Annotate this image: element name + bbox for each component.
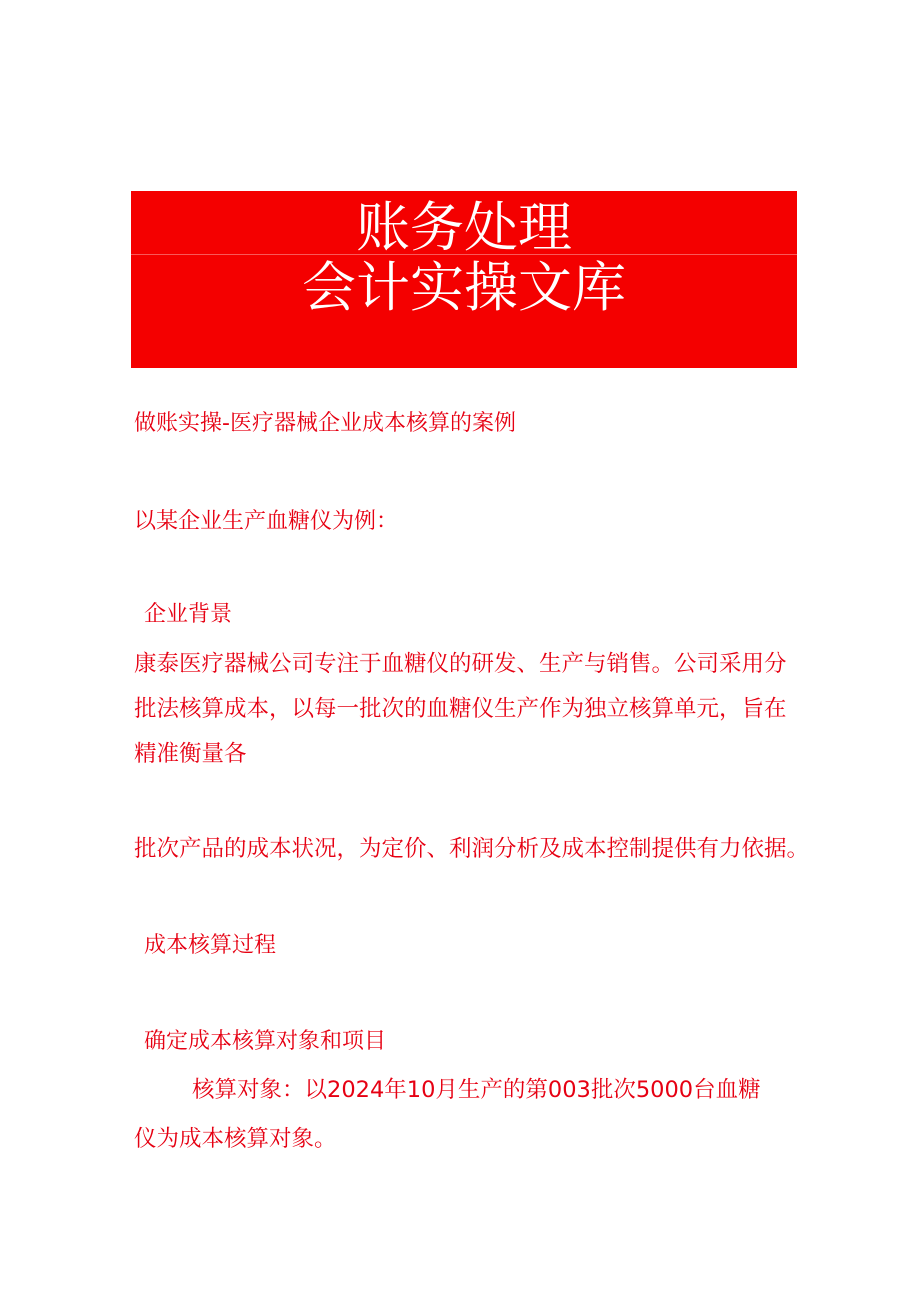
paragraph-line: 精准衡量各	[134, 741, 247, 767]
section-heading-background: 企业背景	[144, 602, 233, 627]
paragraph-line: 康泰医疗器械公司专注于血糖仪的研发、生产与销售。公司采用分	[134, 651, 787, 677]
cost-object-line: 核算对象：以2024年10月生产的第003批次5000台血糖	[192, 1077, 761, 1103]
paragraph-line: 批法核算成本，以每一批次的血糖仪生产作为独立核算单元，旨在	[134, 696, 787, 722]
paragraph-continuation: 批次产品的成本状况，为定价、利润分析及成本控制提供有力依据。	[134, 836, 810, 862]
document-title: 做账实操-医疗器械企业成本核算的案例	[134, 411, 516, 436]
section-heading-cost-process: 成本核算过程	[144, 933, 277, 958]
banner-title-line2: 会计实操文库	[302, 256, 626, 319]
banner-title-line1: 账务处理	[356, 196, 572, 259]
intro-text: 以某企业生产血糖仪为例：	[134, 509, 399, 534]
subsection-heading: 确定成本核算对象和项目	[144, 1029, 387, 1054]
cost-object-line: 仪为成本核算对象。	[134, 1126, 337, 1152]
